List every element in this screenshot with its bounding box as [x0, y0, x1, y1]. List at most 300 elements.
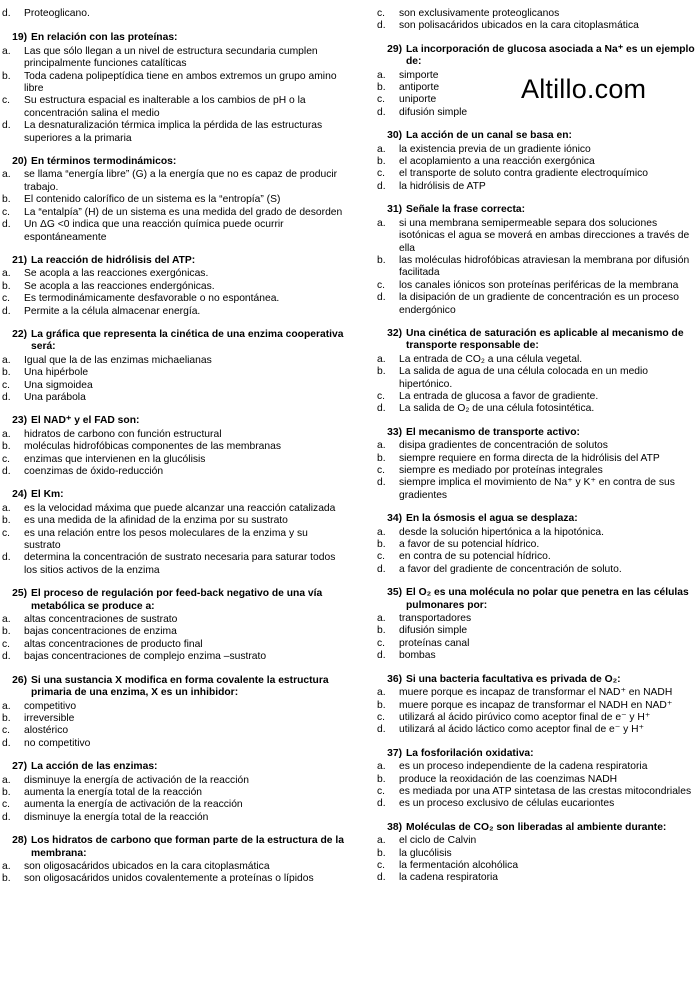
option-text: si una membrana semipermeable separa dos soluciones isotónicas el agua se moverá en ambas direcciones a través de ella: [399, 217, 690, 254]
question-title: Si una bacteria facultativa es privada de O₂:: [406, 673, 621, 685]
option-letter: c.: [377, 94, 386, 106]
option-text: es un proceso independiente de la cadena respiratoria: [399, 761, 648, 773]
option-letter: c.: [2, 799, 11, 811]
answer-option: [375, 440, 695, 452]
answer-option: [0, 515, 345, 527]
answer-option: [0, 293, 345, 305]
answer-option: [0, 46, 345, 71]
option-letter: d.: [377, 20, 386, 32]
option-letter: d.: [377, 872, 386, 884]
option-letter: d.: [2, 305, 11, 317]
answer-option: [375, 156, 695, 168]
option-letter: d.: [2, 737, 11, 749]
answer-option: [0, 367, 345, 379]
option-text: la hidrólisis de ATP: [399, 180, 486, 192]
answer-option: [0, 812, 345, 824]
answer-option: [375, 687, 695, 699]
answer-option: [375, 650, 695, 662]
question-number: 27): [12, 761, 27, 773]
option-letter: d.: [377, 798, 386, 810]
question-block: [375, 427, 695, 502]
answer-option: [0, 528, 345, 553]
answer-option: [375, 255, 695, 280]
option-letter: d.: [2, 391, 11, 403]
option-letter: c.: [377, 711, 386, 723]
option-letter: b.: [377, 82, 386, 94]
option-letter: c.: [2, 453, 11, 465]
option-text: siempre es mediado por proteínas integrales: [399, 465, 603, 476]
question-title: Señale la frase correcta:: [406, 204, 526, 216]
option-text: bajas concentraciones de complejo enzima –sustrato: [24, 651, 267, 663]
answer-option: [0, 552, 345, 577]
option-letter: a.: [377, 613, 386, 625]
answer-option: [375, 872, 695, 884]
option-letter: a.: [2, 354, 11, 366]
answer-option: [375, 403, 695, 415]
question-title: La reacción de hidrólisis del ATP:: [31, 254, 196, 266]
question-block: [375, 674, 695, 737]
option-letter: a.: [377, 143, 386, 155]
question-number: 37): [387, 747, 402, 759]
option-text: es un proceso exclusivo de células eucariontes: [399, 798, 615, 810]
option-text: siempre implica el movimiento de Na⁺ y K⁺ en contra de sus gradientes: [399, 477, 675, 501]
question-block: [0, 32, 345, 145]
option-letter: b.: [377, 625, 386, 637]
question-heading: [0, 835, 345, 860]
answer-option: [375, 848, 695, 860]
answer-option: [0, 268, 345, 280]
answer-option: [0, 454, 345, 466]
option-letter: c.: [377, 8, 386, 19]
option-text: Una parábola: [24, 391, 86, 403]
question-heading: [0, 156, 345, 168]
option-text: Las que sólo llegan a un nivel de estructura secundaria cumplen principalmente funciones catalíticas: [24, 45, 318, 70]
question-title: La acción de un canal se basa en:: [406, 130, 572, 142]
question-block: [375, 130, 695, 193]
option-text: simporte: [399, 69, 439, 81]
question-block: [375, 587, 695, 662]
question-title: En términos termodinámicos:: [31, 156, 177, 168]
option-text: utilizará al ácido láctico como aceptor final de e⁻ y H⁺: [399, 724, 644, 736]
watermark-logo: Altillo.com: [521, 74, 647, 104]
option-letter: d.: [377, 106, 386, 118]
option-letter: c.: [377, 390, 386, 402]
question-heading: [375, 513, 695, 525]
answer-option: [375, 860, 695, 872]
answer-option: [375, 181, 695, 193]
question-block: [0, 588, 345, 663]
answer-option: [375, 638, 695, 650]
option-letter: a.: [2, 45, 11, 57]
question-block: [0, 415, 345, 478]
option-text: transportadores: [399, 613, 472, 625]
answer-option: [0, 799, 345, 811]
answer-option: [375, 774, 695, 786]
option-text: a favor de su potencial hídrico.: [399, 539, 540, 551]
option-text: la glucólisis: [399, 847, 452, 859]
answer-option: [375, 354, 695, 366]
option-text: irreversible: [24, 712, 75, 724]
option-text: es la velocidad máxima que puede alcanzar una reacción catalizada: [24, 502, 336, 514]
option-text: son exclusivamente proteoglicanos: [399, 8, 560, 19]
answer-option: [0, 441, 345, 453]
answer-option: [375, 786, 695, 798]
answer-option: [375, 724, 695, 736]
option-letter: d.: [377, 403, 386, 415]
option-letter: c.: [377, 859, 386, 871]
answer-option: [375, 94, 695, 106]
option-letter: a.: [2, 700, 11, 712]
option-text: los canales iónicos son proteínas periféricas de la membrana: [399, 279, 679, 291]
option-letter: a.: [2, 614, 11, 626]
right-column: [375, 8, 695, 885]
question-number: 19): [12, 32, 27, 44]
answer-option: [0, 169, 345, 194]
option-text: la cadena respiratoria: [399, 872, 499, 884]
answer-option: [375, 712, 695, 724]
option-text: bombas: [399, 650, 436, 662]
answer-option: [375, 391, 695, 403]
answer-option: [0, 651, 345, 663]
answer-option: [375, 280, 695, 292]
question-number: 33): [387, 426, 402, 438]
question-heading: [0, 255, 345, 267]
option-text: moléculas hidrofóbicas componentes de las membranas: [24, 441, 281, 453]
option-letter: b.: [2, 626, 11, 638]
option-text: muere porque es incapaz de transformar el NAD⁺ en NADH: [399, 687, 673, 699]
question-block: [0, 489, 345, 577]
option-letter: d.: [2, 219, 11, 231]
answer-option: [375, 107, 695, 119]
question-number: 23): [12, 415, 27, 427]
question-heading: [375, 204, 695, 216]
option-text: la disipación de un gradiente de concentración es un proceso endergónico: [399, 292, 679, 316]
question-title: En relación con las proteínas:: [31, 32, 178, 44]
question-block: [0, 675, 345, 750]
option-letter: d.: [2, 552, 11, 564]
option-text: Proteoglicano.: [24, 8, 90, 19]
question-title: El NAD⁺ y el FAD son:: [31, 415, 140, 427]
answer-option: [0, 120, 345, 145]
option-letter: c.: [2, 725, 11, 737]
answer-option: [375, 70, 695, 82]
question-heading: [0, 675, 345, 700]
option-text: Es termodinámicamente desfavorable o no espontánea.: [24, 293, 280, 305]
answer-option: [375, 798, 695, 810]
option-text: hidratos de carbono con función estructural: [24, 428, 222, 440]
question-title: La fosforilación oxidativa:: [406, 747, 534, 759]
option-text: competitivo: [24, 700, 77, 712]
answer-option: [375, 218, 695, 255]
question-block: [375, 822, 695, 885]
option-letter: b.: [2, 441, 11, 453]
option-text: Toda cadena polipeptídica tiene en ambos extremos un grupo amino libre: [24, 70, 337, 95]
option-text: las moléculas hidrofóbicas atraviesan la membrana por difusión facilitada: [399, 254, 690, 279]
option-letter: c.: [2, 293, 11, 305]
answer-option: [375, 366, 695, 391]
answer-option: [0, 787, 345, 799]
question-heading: [0, 588, 345, 613]
answer-option: [375, 465, 695, 477]
option-letter: b.: [2, 786, 11, 798]
answer-option: [375, 453, 695, 465]
answer-option: [0, 355, 345, 367]
answer-option: [0, 626, 345, 638]
option-letter: c.: [2, 206, 11, 218]
option-text: difusión simple: [399, 625, 468, 637]
option-text: Su estructura espacial es inalterable a los cambios de pH o la concentración salina el medio: [24, 95, 306, 119]
option-text: disminuye la energía total de la reacción: [24, 811, 209, 823]
option-text: La salida de O₂ de una célula fotosintética.: [399, 403, 595, 415]
answer-option: [0, 392, 345, 404]
question-heading: [0, 761, 345, 773]
answer-option: [375, 625, 695, 637]
answer-option: [0, 306, 345, 318]
option-letter: a.: [2, 860, 11, 872]
question-heading: [0, 415, 345, 427]
option-text: aumenta la energía de activación de la reacción: [24, 799, 243, 811]
question-number: 36): [387, 673, 402, 685]
question-title: En la ósmosis el agua se desplaza:: [406, 513, 578, 525]
option-text: a favor del gradiente de concentración de soluto.: [399, 563, 622, 575]
option-letter: a.: [377, 217, 386, 229]
option-letter: c.: [2, 95, 11, 107]
option-text: son oligosacáridos unidos covalentemente a proteínas o lípidos: [24, 873, 314, 885]
option-text: es una relación entre los pesos moleculares de la enzima y su sustrato: [24, 527, 308, 552]
option-text: es mediada por una ATP sintetasa de las crestas mitocondriales: [399, 785, 692, 797]
option-text: el transporte de soluto contra gradiente electroquímico: [399, 168, 648, 180]
question-heading: [375, 674, 695, 686]
option-letter: a.: [377, 440, 386, 452]
option-letter: c.: [377, 465, 386, 476]
option-text: uniporte: [399, 94, 437, 106]
option-text: desde la solución hipertónica a la hipotónica.: [399, 526, 604, 538]
option-text: difusión simple: [399, 106, 468, 118]
option-text: antiporte: [399, 82, 440, 94]
option-letter: c.: [2, 379, 11, 391]
answer-option: [375, 835, 695, 847]
answer-option: [0, 466, 345, 478]
answer-option: [375, 613, 695, 625]
option-letter: d.: [377, 180, 386, 192]
answer-option: [0, 380, 345, 392]
answer-option: [0, 639, 345, 651]
question-block: [0, 255, 345, 318]
option-text: alostérico: [24, 725, 69, 737]
answer-option: [0, 725, 345, 737]
question-block: [375, 513, 695, 576]
question-number: 38): [387, 821, 402, 833]
option-text: son polisacáridos ubicados en la cara citoplasmática: [399, 20, 639, 32]
option-letter: b.: [377, 699, 386, 711]
answer-option: [375, 564, 695, 576]
option-letter: a.: [377, 761, 386, 773]
question-heading: [375, 130, 695, 142]
option-text: siempre requiere en forma directa de la hidrólisis del ATP: [399, 452, 660, 464]
option-letter: d.: [377, 292, 386, 304]
question-block: [0, 329, 345, 404]
option-text: altas concentraciones de producto final: [24, 638, 203, 650]
option-text: Se acopla a las reacciones endergónicas.: [24, 280, 215, 292]
option-letter: b.: [2, 712, 11, 724]
question-title: Los hidratos de carbono que forman parte de la estructura de la membrana:: [31, 835, 344, 859]
option-text: muere porque es incapaz de transformar el NADH en NAD⁺: [399, 699, 673, 711]
option-letter: a.: [377, 526, 386, 538]
option-letter: a.: [2, 268, 11, 280]
carryover-option: [0, 8, 345, 20]
answer-option: [375, 477, 695, 502]
option-text: La entrada de CO₂ a una célula vegetal.: [399, 353, 583, 365]
option-text: la existencia previa de un gradiente iónico: [399, 143, 591, 155]
option-letter: d.: [2, 811, 11, 823]
option-text: proteínas canal: [399, 637, 470, 649]
option-text: enzimas que intervienen en la glucólisis: [24, 453, 206, 465]
option-letter: c.: [377, 168, 386, 180]
option-letter: b.: [2, 873, 11, 885]
option-text: La “entalpía” (H) de un sistema es una medida del grado de desorden: [24, 206, 343, 218]
answer-option: [0, 71, 345, 96]
question-number: 34): [387, 513, 402, 525]
option-letter: a.: [377, 687, 386, 699]
answer-option: [0, 207, 345, 219]
question-number: 24): [12, 489, 27, 501]
option-text: La desnaturalización térmica implica la pérdida de las estructuras superiores a la primaria: [24, 120, 323, 144]
answer-option: [0, 738, 345, 750]
question-number: 31): [387, 204, 402, 216]
answer-option: [375, 539, 695, 551]
option-text: el ciclo de Calvin: [399, 835, 477, 847]
option-letter: b.: [377, 156, 386, 168]
option-text: la fermentación alcohólica: [399, 859, 519, 871]
option-letter: c.: [2, 527, 11, 539]
option-text: son oligosacáridos ubicados en la cara citoplasmática: [24, 860, 270, 872]
option-letter: b.: [377, 366, 386, 378]
question-title: La acción de las enzimas:: [31, 761, 158, 773]
option-letter: d.: [2, 466, 11, 477]
answer-option: [0, 873, 345, 885]
answer-option: [375, 292, 695, 317]
option-text: coenzimas de óxido-reducción: [24, 466, 164, 477]
question-block: [0, 761, 345, 824]
answer-option: [375, 82, 695, 94]
option-text: Permite a la célula almacenar energía.: [24, 305, 201, 317]
question-heading: [375, 328, 695, 353]
question-block: [0, 835, 345, 886]
question-block: [375, 204, 695, 317]
answer-option: [0, 861, 345, 873]
answer-option: [375, 700, 695, 712]
option-letter: d.: [377, 724, 386, 736]
question-heading: [375, 587, 695, 612]
option-letter: b.: [2, 515, 11, 527]
option-text: es una medida de la afinidad de la enzima por su sustrato: [24, 515, 288, 527]
option-text: Una hipérbole: [24, 367, 89, 379]
question-block: [0, 156, 345, 244]
option-text: La salida de agua de una célula colocada en un medio hipertónico.: [399, 366, 649, 390]
answer-option: [0, 503, 345, 515]
option-letter: b.: [2, 194, 11, 206]
option-text: aumenta la energía total de la reacción: [24, 786, 203, 798]
option-text: altas concentraciones de sustrato: [24, 614, 178, 626]
answer-option: [0, 219, 345, 244]
question-number: 22): [12, 328, 27, 340]
question-title: La incorporación de glucosa asociada a Na⁺ es un ejemplo de:: [406, 43, 695, 68]
option-letter: b.: [377, 539, 386, 551]
option-text: determina la concentración de sustrato necesaria para saturar todos los sitios activos de la enzima: [24, 552, 336, 576]
answer-option: [0, 713, 345, 725]
option-letter: b.: [2, 70, 11, 82]
option-letter: a.: [2, 502, 11, 514]
question-number: 30): [387, 130, 402, 142]
answer-option: [375, 761, 695, 773]
question-heading: [0, 329, 345, 354]
option-letter: b.: [377, 847, 386, 859]
option-letter: c.: [2, 638, 11, 650]
option-letter: d.: [377, 650, 386, 662]
question-title: El O₂ es una molécula no polar que penetra en las células pulmonares por:: [406, 587, 689, 611]
option-text: utilizará al ácido pirúvico como aceptor final de e⁻ y H⁺: [399, 711, 651, 723]
question-title: Moléculas de CO₂ son liberadas al ambiente durante:: [406, 821, 667, 833]
option-letter: b.: [2, 280, 11, 292]
question-block: [375, 44, 695, 119]
option-letter: d.: [2, 8, 11, 19]
question-heading: [0, 489, 345, 501]
question-heading: [375, 822, 695, 834]
question-number: 28): [12, 835, 27, 847]
option-letter: d.: [377, 563, 386, 575]
question-number: 32): [387, 327, 402, 339]
question-block: [375, 748, 695, 811]
option-text: en contra de su potencial hídrico.: [399, 551, 551, 563]
question-heading: [375, 44, 695, 69]
option-letter: b.: [2, 367, 11, 379]
answer-option: [375, 168, 695, 180]
option-text: disminuye la energía de activación de la reacción: [24, 774, 249, 786]
left-column: [0, 8, 345, 886]
option-text: Una sigmoidea: [24, 379, 93, 391]
question-title: Si una sustancia X modifica en forma covalente la estructura primaria de una enzima, X es un inhibidor:: [31, 674, 329, 699]
option-text: Un ΔG <0 indica que una reacción química puede ocurrir espontáneamente: [24, 219, 284, 243]
answer-option: [0, 95, 345, 120]
answer-option: [0, 281, 345, 293]
question-number: 35): [387, 587, 402, 599]
option-letter: b.: [377, 254, 386, 266]
answer-option: [0, 614, 345, 626]
option-text: La entrada de glucosa a favor de gradiente.: [399, 390, 599, 402]
question-number: 20): [12, 156, 27, 168]
option-letter: d.: [377, 477, 386, 489]
option-text: se llama “energía libre” (G) a la energía que no es capaz de producir trabajo.: [24, 169, 338, 193]
option-letter: d.: [2, 651, 11, 663]
carryover-option: [375, 8, 695, 20]
question-number: 25): [12, 588, 27, 600]
option-letter: d.: [2, 120, 11, 132]
option-text: el acoplamiento a una reacción exergónica: [399, 156, 595, 168]
option-letter: a.: [2, 169, 11, 181]
question-block: [375, 328, 695, 416]
option-letter: c.: [377, 279, 386, 291]
question-number: 21): [12, 254, 27, 266]
question-number: 29): [387, 43, 402, 55]
option-text: bajas concentraciones de enzima: [24, 626, 177, 638]
question-number: 26): [12, 674, 27, 686]
answer-option: [375, 527, 695, 539]
option-letter: a.: [377, 353, 386, 365]
question-title: El mecanismo de transporte activo:: [406, 426, 580, 438]
option-letter: b.: [377, 773, 386, 785]
answer-option: [375, 551, 695, 563]
question-heading: [0, 32, 345, 44]
